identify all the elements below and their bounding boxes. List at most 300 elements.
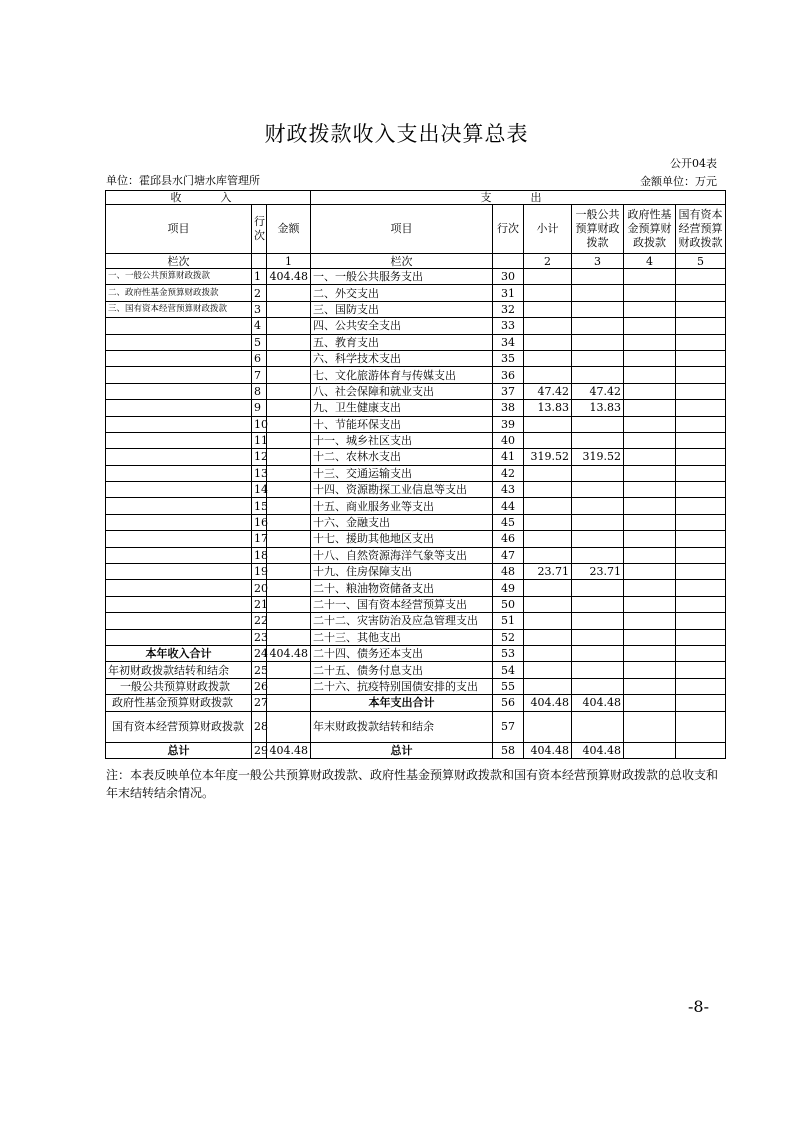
state-capital-cell bbox=[676, 400, 726, 416]
expense-item-cell: 十四、资源勘探工业信息等支出 bbox=[311, 482, 493, 498]
income-line-cell: 12 bbox=[252, 449, 267, 465]
general-budget-cell bbox=[572, 596, 624, 612]
general-budget-cell bbox=[572, 350, 624, 366]
gov-fund-cell bbox=[624, 285, 676, 301]
subtotal-cell bbox=[524, 367, 572, 383]
gov-fund-cell bbox=[624, 269, 676, 285]
gov-fund-cell bbox=[624, 613, 676, 629]
table-row bbox=[106, 645, 726, 661]
income-amount-cell bbox=[267, 514, 311, 530]
gov-fund-cell bbox=[624, 695, 676, 711]
gov-fund-cell bbox=[624, 400, 676, 416]
state-capital-header: 国有资本经营预算财政拨款 bbox=[676, 205, 726, 254]
subtotal-cell: 404.48 bbox=[524, 695, 572, 711]
general-budget-cell bbox=[572, 711, 624, 742]
income-item-cell bbox=[106, 367, 252, 383]
income-amount-cell bbox=[267, 531, 311, 547]
state-capital-cell bbox=[676, 465, 726, 481]
expense-line-cell: 32 bbox=[493, 301, 524, 317]
table-row bbox=[106, 580, 726, 596]
general-budget-cell bbox=[572, 269, 624, 285]
subtotal-cell bbox=[524, 482, 572, 498]
table-row bbox=[106, 367, 726, 383]
expense-item-cell: 十一、城乡社区支出 bbox=[311, 432, 493, 448]
state-capital-cell bbox=[676, 662, 726, 678]
subtotal-cell bbox=[524, 350, 572, 366]
state-capital-cell bbox=[676, 367, 726, 383]
state-capital-cell bbox=[676, 742, 726, 758]
gov-fund-cell bbox=[624, 711, 676, 742]
income-amount-cell bbox=[267, 711, 311, 742]
gov-fund-cell bbox=[624, 350, 676, 366]
income-item-cell bbox=[106, 482, 252, 498]
income-amount-cell bbox=[267, 498, 311, 514]
expense-item-cell: 二十三、其他支出 bbox=[311, 629, 493, 645]
expense-line-cell: 30 bbox=[493, 269, 524, 285]
income-line-cell: 2 bbox=[252, 285, 267, 301]
table-row bbox=[106, 334, 726, 350]
state-capital-cell bbox=[676, 613, 726, 629]
income-amount-cell bbox=[267, 285, 311, 301]
income-amount-cell bbox=[267, 449, 311, 465]
gov-fund-cell bbox=[624, 482, 676, 498]
income-item-cell: 二、政府性基金预算财政拨款 bbox=[106, 285, 252, 301]
income-line-cell: 10 bbox=[252, 416, 267, 432]
income-line-cell: 5 bbox=[252, 334, 267, 350]
income-line-cell: 25 bbox=[252, 662, 267, 678]
income-amount-cell bbox=[267, 678, 311, 694]
income-item-cell bbox=[106, 498, 252, 514]
expense-line-cell: 40 bbox=[493, 432, 524, 448]
expense-line-cell: 39 bbox=[493, 416, 524, 432]
income-amount-cell bbox=[267, 350, 311, 366]
table-row bbox=[106, 301, 726, 317]
expense-item-cell: 五、教育支出 bbox=[311, 334, 493, 350]
income-item-cell bbox=[106, 514, 252, 530]
income-amount-cell bbox=[267, 596, 311, 612]
gov-fund-header: 政府性基金预算财政拨款 bbox=[624, 205, 676, 254]
income-item-cell bbox=[106, 465, 252, 481]
income-item-cell: 三、国有资本经营预算财政拨款 bbox=[106, 301, 252, 317]
expense-item-header: 项目 bbox=[311, 205, 493, 254]
subtotal-cell bbox=[524, 301, 572, 317]
income-item-cell bbox=[106, 383, 252, 399]
income-item-cell bbox=[106, 318, 252, 334]
income-line-cell: 6 bbox=[252, 350, 267, 366]
income-amount-cell bbox=[267, 416, 311, 432]
general-budget-cell bbox=[572, 678, 624, 694]
expense-line-cell: 52 bbox=[493, 629, 524, 645]
form-code: 公开04表 bbox=[670, 157, 717, 170]
gov-fund-cell bbox=[624, 498, 676, 514]
state-capital-cell bbox=[676, 645, 726, 661]
income-amount-cell bbox=[267, 318, 311, 334]
page-title: 财政拨款收入支出决算总表 bbox=[264, 122, 529, 146]
subtotal-cell bbox=[524, 596, 572, 612]
column-number-4: 4 bbox=[624, 254, 676, 269]
table-row bbox=[106, 465, 726, 481]
table-row bbox=[106, 613, 726, 629]
table-row bbox=[106, 383, 726, 399]
income-item-cell bbox=[106, 531, 252, 547]
income-line-cell: 16 bbox=[252, 514, 267, 530]
table-row bbox=[106, 269, 726, 285]
state-capital-cell bbox=[676, 301, 726, 317]
table-row bbox=[106, 564, 726, 580]
income-line-cell: 11 bbox=[252, 432, 267, 448]
gov-fund-cell bbox=[624, 564, 676, 580]
column-label: 栏次 bbox=[311, 254, 493, 269]
income-line-cell: 22 bbox=[252, 613, 267, 629]
income-line-cell: 1 bbox=[252, 269, 267, 285]
state-capital-cell bbox=[676, 514, 726, 530]
income-item-cell: 政府性基金预算财政拨款 bbox=[106, 695, 252, 711]
expense-item-cell: 二十四、债务还本支出 bbox=[311, 645, 493, 661]
income-item-cell bbox=[106, 547, 252, 563]
expense-item-cell: 十、节能环保支出 bbox=[311, 416, 493, 432]
subtotal-cell bbox=[524, 318, 572, 334]
income-line-cell: 23 bbox=[252, 629, 267, 645]
subtotal-cell bbox=[524, 432, 572, 448]
state-capital-cell bbox=[676, 285, 726, 301]
general-budget-cell: 23.71 bbox=[572, 564, 624, 580]
subtotal-cell bbox=[524, 711, 572, 742]
income-item-cell bbox=[106, 564, 252, 580]
expense-item-cell: 年末财政拨款结转和结余 bbox=[311, 711, 493, 742]
general-budget-cell: 319.52 bbox=[572, 449, 624, 465]
income-item-cell: 本年收入合计 bbox=[106, 645, 252, 661]
table-note: 注：本表反映单位本年度一般公共预算财政拨款、政府性基金预算财政拨款和国有资本经营预算财政拨款的总收支和年末结转结余情况。 bbox=[106, 768, 719, 800]
income-line-header: 行次 bbox=[252, 205, 267, 254]
general-budget-cell bbox=[572, 547, 624, 563]
income-item-cell: 总计 bbox=[106, 742, 252, 758]
table-row bbox=[106, 742, 726, 758]
general-budget-cell bbox=[572, 613, 624, 629]
expense-line-cell: 51 bbox=[493, 613, 524, 629]
expense-item-cell: 二十、粮油物资储备支出 bbox=[311, 580, 493, 596]
income-item-cell: 国有资本经营预算财政拨款 bbox=[106, 711, 252, 742]
income-line-cell: 29 bbox=[252, 742, 267, 758]
table-row bbox=[106, 416, 726, 432]
income-item-cell: 一般公共预算财政拨款 bbox=[106, 678, 252, 694]
general-budget-cell bbox=[572, 416, 624, 432]
income-amount-cell bbox=[267, 432, 311, 448]
expense-section-header: 支 出 bbox=[311, 191, 726, 205]
income-amount-cell bbox=[267, 564, 311, 580]
expense-line-cell: 38 bbox=[493, 400, 524, 416]
expense-item-cell: 二十五、债务付息支出 bbox=[311, 662, 493, 678]
income-item-cell: 一、一般公共预算财政拨款 bbox=[106, 269, 252, 285]
income-line-cell: 14 bbox=[252, 482, 267, 498]
state-capital-cell bbox=[676, 350, 726, 366]
expense-item-cell: 七、文化旅游体育与传媒支出 bbox=[311, 367, 493, 383]
expense-line-header: 行次 bbox=[493, 205, 524, 254]
income-amount-cell bbox=[267, 367, 311, 383]
subtotal-cell: 23.71 bbox=[524, 564, 572, 580]
gov-fund-cell bbox=[624, 449, 676, 465]
subtotal-cell bbox=[524, 416, 572, 432]
expense-line-cell: 46 bbox=[493, 531, 524, 547]
expense-line-cell: 37 bbox=[493, 383, 524, 399]
income-line-cell: 9 bbox=[252, 400, 267, 416]
income-amount-cell bbox=[267, 547, 311, 563]
expense-item-cell: 十六、金融支出 bbox=[311, 514, 493, 530]
state-capital-cell bbox=[676, 432, 726, 448]
expense-line-cell: 34 bbox=[493, 334, 524, 350]
income-item-cell bbox=[106, 449, 252, 465]
income-item-cell bbox=[106, 350, 252, 366]
expense-item-cell: 六、科学技术支出 bbox=[311, 350, 493, 366]
general-budget-cell bbox=[572, 432, 624, 448]
expense-item-cell: 十八、自然资源海洋气象等支出 bbox=[311, 547, 493, 563]
income-line-cell: 13 bbox=[252, 465, 267, 481]
subtotal-header: 小计 bbox=[524, 205, 572, 254]
state-capital-cell bbox=[676, 547, 726, 563]
column-number-blank bbox=[493, 254, 524, 269]
expense-item-cell: 二十二、灾害防治及应急管理支出 bbox=[311, 613, 493, 629]
general-budget-cell bbox=[572, 482, 624, 498]
income-line-cell: 15 bbox=[252, 498, 267, 514]
subtotal-cell bbox=[524, 580, 572, 596]
subtotal-cell bbox=[524, 531, 572, 547]
table-row bbox=[106, 400, 726, 416]
income-amount-cell: 404.48 bbox=[267, 645, 311, 661]
expense-line-cell: 57 bbox=[493, 711, 524, 742]
expense-line-cell: 44 bbox=[493, 498, 524, 514]
expense-line-cell: 54 bbox=[493, 662, 524, 678]
table-row bbox=[106, 482, 726, 498]
income-amount-cell bbox=[267, 580, 311, 596]
expense-line-cell: 53 bbox=[493, 645, 524, 661]
expense-item-cell: 二十六、抗疫特别国债安排的支出 bbox=[311, 678, 493, 694]
gov-fund-cell bbox=[624, 678, 676, 694]
expense-item-cell: 二、外交支出 bbox=[311, 285, 493, 301]
expense-line-cell: 31 bbox=[493, 285, 524, 301]
expense-item-cell: 三、国防支出 bbox=[311, 301, 493, 317]
subtotal-cell bbox=[524, 662, 572, 678]
general-budget-cell bbox=[572, 662, 624, 678]
expense-line-cell: 56 bbox=[493, 695, 524, 711]
subtotal-cell bbox=[524, 645, 572, 661]
state-capital-cell bbox=[676, 629, 726, 645]
table-row bbox=[106, 432, 726, 448]
expense-line-cell: 47 bbox=[493, 547, 524, 563]
income-amount-cell bbox=[267, 383, 311, 399]
gov-fund-cell bbox=[624, 514, 676, 530]
expense-line-cell: 41 bbox=[493, 449, 524, 465]
subtotal-cell: 13.83 bbox=[524, 400, 572, 416]
income-amount-cell: 404.48 bbox=[267, 742, 311, 758]
general-budget-cell: 404.48 bbox=[572, 742, 624, 758]
general-budget-cell bbox=[572, 285, 624, 301]
state-capital-cell bbox=[676, 269, 726, 285]
general-budget-cell: 47.42 bbox=[572, 383, 624, 399]
table-row bbox=[106, 350, 726, 366]
gov-fund-cell bbox=[624, 662, 676, 678]
gov-fund-cell bbox=[624, 416, 676, 432]
income-line-cell: 19 bbox=[252, 564, 267, 580]
income-item-cell bbox=[106, 400, 252, 416]
column-label: 栏次 bbox=[106, 254, 252, 269]
income-item-cell bbox=[106, 613, 252, 629]
state-capital-cell bbox=[676, 318, 726, 334]
subtotal-cell bbox=[524, 334, 572, 350]
table-row bbox=[106, 678, 726, 694]
table-row bbox=[106, 695, 726, 711]
general-budget-cell bbox=[572, 645, 624, 661]
income-item-cell bbox=[106, 629, 252, 645]
subtotal-cell: 47.42 bbox=[524, 383, 572, 399]
general-budget-cell: 13.83 bbox=[572, 400, 624, 416]
general-budget-cell bbox=[572, 318, 624, 334]
income-line-cell: 4 bbox=[252, 318, 267, 334]
general-budget-cell bbox=[572, 367, 624, 383]
general-budget-header: 一般公共预算财政拨款 bbox=[572, 205, 624, 254]
state-capital-cell bbox=[676, 334, 726, 350]
table-row bbox=[106, 498, 726, 514]
subtotal-cell: 319.52 bbox=[524, 449, 572, 465]
income-line-cell: 18 bbox=[252, 547, 267, 563]
income-line-cell: 28 bbox=[252, 711, 267, 742]
subtotal-cell bbox=[524, 514, 572, 530]
expense-item-cell: 十七、援助其他地区支出 bbox=[311, 531, 493, 547]
subtotal-cell bbox=[524, 285, 572, 301]
expense-item-cell: 二十一、国有资本经营预算支出 bbox=[311, 596, 493, 612]
income-line-cell: 7 bbox=[252, 367, 267, 383]
income-line-cell: 26 bbox=[252, 678, 267, 694]
column-number-5: 5 bbox=[676, 254, 726, 269]
income-item-cell bbox=[106, 334, 252, 350]
expense-item-cell: 十五、商业服务业等支出 bbox=[311, 498, 493, 514]
table-row bbox=[106, 547, 726, 563]
column-number-1: 1 bbox=[267, 254, 311, 269]
table-row bbox=[106, 596, 726, 612]
general-budget-cell bbox=[572, 465, 624, 481]
gov-fund-cell bbox=[624, 301, 676, 317]
expense-line-cell: 33 bbox=[493, 318, 524, 334]
column-number-3: 3 bbox=[572, 254, 624, 269]
amount-unit: 金额单位：万元 bbox=[640, 175, 717, 188]
expense-line-cell: 48 bbox=[493, 564, 524, 580]
state-capital-cell bbox=[676, 416, 726, 432]
table-row bbox=[106, 514, 726, 530]
income-item-cell: 年初财政拨款结转和结余 bbox=[106, 662, 252, 678]
income-item-cell bbox=[106, 416, 252, 432]
gov-fund-cell bbox=[624, 645, 676, 661]
expense-line-cell: 58 bbox=[493, 742, 524, 758]
income-section-header: 收 入 bbox=[106, 191, 311, 205]
income-line-cell: 24 bbox=[252, 645, 267, 661]
gov-fund-cell bbox=[624, 742, 676, 758]
state-capital-cell bbox=[676, 383, 726, 399]
general-budget-cell: 404.48 bbox=[572, 695, 624, 711]
expense-item-cell: 十二、农林水支出 bbox=[311, 449, 493, 465]
income-amount-cell bbox=[267, 613, 311, 629]
gov-fund-cell bbox=[624, 629, 676, 645]
expense-item-cell: 一、一般公共服务支出 bbox=[311, 269, 493, 285]
state-capital-cell bbox=[676, 498, 726, 514]
expense-item-cell: 总计 bbox=[311, 742, 493, 758]
expense-line-cell: 35 bbox=[493, 350, 524, 366]
income-line-cell: 21 bbox=[252, 596, 267, 612]
table-row bbox=[106, 662, 726, 678]
subtotal-cell bbox=[524, 269, 572, 285]
gov-fund-cell bbox=[624, 318, 676, 334]
income-item-cell bbox=[106, 580, 252, 596]
general-budget-cell bbox=[572, 580, 624, 596]
income-line-cell: 3 bbox=[252, 301, 267, 317]
expense-item-cell: 九、卫生健康支出 bbox=[311, 400, 493, 416]
expense-item-cell: 十三、交通运输支出 bbox=[311, 465, 493, 481]
income-line-cell: 20 bbox=[252, 580, 267, 596]
subtotal-cell bbox=[524, 547, 572, 563]
income-item-cell bbox=[106, 596, 252, 612]
income-line-cell: 27 bbox=[252, 695, 267, 711]
table-row bbox=[106, 531, 726, 547]
state-capital-cell bbox=[676, 482, 726, 498]
gov-fund-cell bbox=[624, 383, 676, 399]
table-row bbox=[106, 711, 726, 742]
income-amount-cell bbox=[267, 334, 311, 350]
subtotal-cell bbox=[524, 678, 572, 694]
income-amount-header: 金额 bbox=[267, 205, 311, 254]
column-number-2: 2 bbox=[524, 254, 572, 269]
gov-fund-cell bbox=[624, 547, 676, 563]
income-amount-cell bbox=[267, 482, 311, 498]
expense-line-cell: 42 bbox=[493, 465, 524, 481]
gov-fund-cell bbox=[624, 531, 676, 547]
income-item-cell bbox=[106, 432, 252, 448]
income-amount-cell bbox=[267, 629, 311, 645]
column-number-blank bbox=[252, 254, 267, 269]
income-amount-cell: 404.48 bbox=[267, 269, 311, 285]
finance-summary-table bbox=[105, 190, 726, 759]
gov-fund-cell bbox=[624, 465, 676, 481]
gov-fund-cell bbox=[624, 432, 676, 448]
subtotal-cell bbox=[524, 465, 572, 481]
expense-line-cell: 43 bbox=[493, 482, 524, 498]
gov-fund-cell bbox=[624, 580, 676, 596]
state-capital-cell bbox=[676, 531, 726, 547]
expense-item-cell: 八、社会保障和就业支出 bbox=[311, 383, 493, 399]
income-amount-cell bbox=[267, 301, 311, 317]
expense-line-cell: 45 bbox=[493, 514, 524, 530]
expense-item-cell: 本年支出合计 bbox=[311, 695, 493, 711]
state-capital-cell bbox=[676, 711, 726, 742]
page-number: -8- bbox=[688, 997, 709, 1016]
expense-line-cell: 36 bbox=[493, 367, 524, 383]
income-amount-cell bbox=[267, 662, 311, 678]
income-line-cell: 8 bbox=[252, 383, 267, 399]
state-capital-cell bbox=[676, 596, 726, 612]
gov-fund-cell bbox=[624, 334, 676, 350]
general-budget-cell bbox=[572, 514, 624, 530]
general-budget-cell bbox=[572, 531, 624, 547]
expense-line-cell: 50 bbox=[493, 596, 524, 612]
general-budget-cell bbox=[572, 629, 624, 645]
subtotal-cell bbox=[524, 498, 572, 514]
expense-line-cell: 49 bbox=[493, 580, 524, 596]
reporting-unit: 单位：霍邱县水门塘水库管理所 bbox=[106, 174, 260, 187]
state-capital-cell bbox=[676, 449, 726, 465]
subtotal-cell bbox=[524, 613, 572, 629]
state-capital-cell bbox=[676, 564, 726, 580]
state-capital-cell bbox=[676, 580, 726, 596]
expense-line-cell: 55 bbox=[493, 678, 524, 694]
general-budget-cell bbox=[572, 498, 624, 514]
income-item-header: 项目 bbox=[106, 205, 252, 254]
general-budget-cell bbox=[572, 301, 624, 317]
